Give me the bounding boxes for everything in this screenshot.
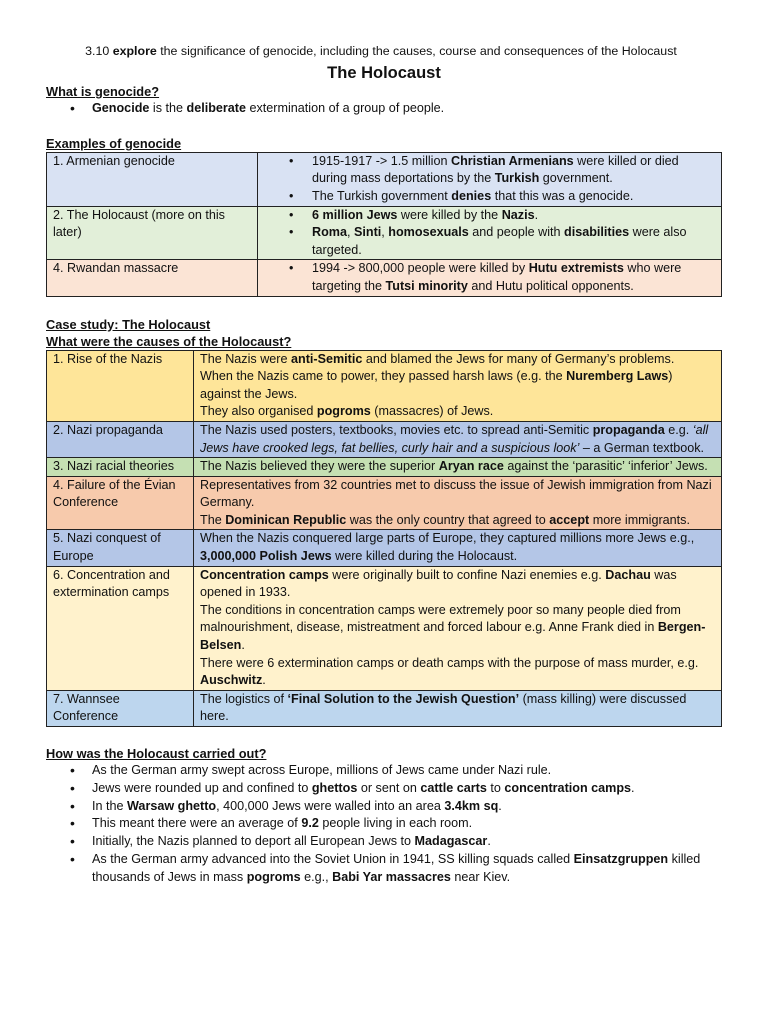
- list-item: • Initially, the Nazis planned to deport all European Jews to Madagascar.: [46, 833, 722, 851]
- table-row: [47, 476, 722, 530]
- table-row: [47, 421, 722, 457]
- cause-name: 3. Nazi racial theories: [47, 458, 194, 477]
- table-row: [47, 530, 722, 566]
- heading-examples: Examples of genocide: [46, 135, 182, 151]
- list-item: • As the German army advanced into the Soviet Union in 1941, SS killing squads called Einsatzgruppen killed thousands of Jews in mass pogroms e.g., Babi Yar massacres near Kiev.: [46, 851, 722, 887]
- worksheet-page: [46, 44, 722, 887]
- heading-case-study: Case study: The Holocaust: [46, 316, 211, 332]
- list-item: • Jews were rounded up and confined to ghettos or sent on cattle carts to concentration camps.: [46, 780, 722, 798]
- cause-name: 5. Nazi conquest of Europe: [47, 530, 194, 566]
- definition-list: [46, 100, 722, 118]
- cause-details: When the Nazis conquered large parts of Europe, they captured millions more Jews e.g., 3,000,000 Polish Jews were killed during the Holocaust.: [194, 530, 722, 566]
- learning-objective: 3.10 explore the significance of genocide, including the causes, course and consequences of the Holocaust: [85, 44, 677, 58]
- list-item: • This meant there were an average of 9.2 people living in each room.: [46, 815, 722, 833]
- table-row: [47, 152, 722, 206]
- cause-name: 4. Failure of the Évian Conference: [47, 476, 194, 530]
- table-row: [47, 350, 722, 421]
- causes-table: [46, 350, 722, 727]
- examples-table: [46, 152, 722, 297]
- example-name: 4. Rwandan massacre: [47, 260, 258, 296]
- cause-name: 1. Rise of the Nazis: [47, 350, 194, 421]
- table-row: [47, 458, 722, 477]
- example-details: • 1915-1917 -> 1.5 million Christian Armenians were killed or died during mass deportations by the Turkish government. • The Turkish government denies that this was a genocide.: [258, 152, 722, 206]
- example-details: • 6 million Jews were killed by the Nazis. • Roma, Sinti, homosexuals and people with disabilities were also targeted.: [258, 206, 722, 260]
- heading-causes: What were the causes of the Holocaust?: [46, 333, 292, 349]
- table-row: [47, 206, 722, 260]
- heading-carried-out: How was the Holocaust carried out?: [46, 746, 267, 762]
- cause-details: Representatives from 32 countries met to discuss the issue of Jewish immigration from Nazi Germany. The Dominican Republic was the only country that agreed to accept more immigrants.: [194, 476, 722, 530]
- list-item: • As the German army swept across Europe, millions of Jews came under Nazi rule.: [46, 762, 722, 780]
- example-name: 1. Armenian genocide: [47, 152, 258, 206]
- cause-details: The Nazis were anti-Semitic and blamed the Jews for many of Germany’s problems. When the Nazis came to power, they passed harsh laws (e.g. the Nuremberg Laws) against the Jews. They also organised pogroms (massacres) of Jews.: [194, 350, 722, 421]
- definition-item: • Genocide is the deliberate extermination of a group of people.: [46, 100, 722, 118]
- table-row: [47, 260, 722, 296]
- cause-details: Concentration camps were originally built to confine Nazi enemies e.g. Dachau was opened in 1933. The conditions in concentration camps were extremely poor so many people died from malnourishment, disease, mistreatment and forced labour e.g. Anne Frank died in Bergen-Belsen. There were 6 extermination camps or death camps with the purpose of mass murder, e.g. Auschwitz.: [194, 566, 722, 690]
- page-title: The Holocaust: [327, 64, 441, 82]
- cause-details: The Nazis used posters, textbooks, movies etc. to spread anti-Semitic propaganda e.g. ‘all Jews have crooked legs, fat bellies, curly hair and a suspicious look’ – a German textbook.: [194, 421, 722, 457]
- table-row: [47, 690, 722, 726]
- heading-what-is-genocide: What is genocide?: [46, 84, 160, 99]
- cause-name: 7. Wannsee Conference: [47, 690, 194, 726]
- cause-details: The Nazis believed they were the superior Aryan race against the ‘parasitic’ ‘inferior’ Jews.: [194, 458, 722, 477]
- cause-details: The logistics of ‘Final Solution to the Jewish Question’ (mass killing) were discussed here.: [194, 690, 722, 726]
- cause-name: 6. Concentration and extermination camps: [47, 566, 194, 690]
- table-row: [47, 566, 722, 690]
- cause-name: 2. Nazi propaganda: [47, 421, 194, 457]
- list-item: • In the Warsaw ghetto, 400,000 Jews were walled into an area 3.4km sq.: [46, 798, 722, 816]
- example-details: • 1994 -> 800,000 people were killed by Hutu extremists who were targeting the Tutsi minority and Hutu political opponents.: [258, 260, 722, 296]
- carried-out-list: [46, 762, 722, 887]
- example-name: 2. The Holocaust (more on this later): [47, 206, 258, 260]
